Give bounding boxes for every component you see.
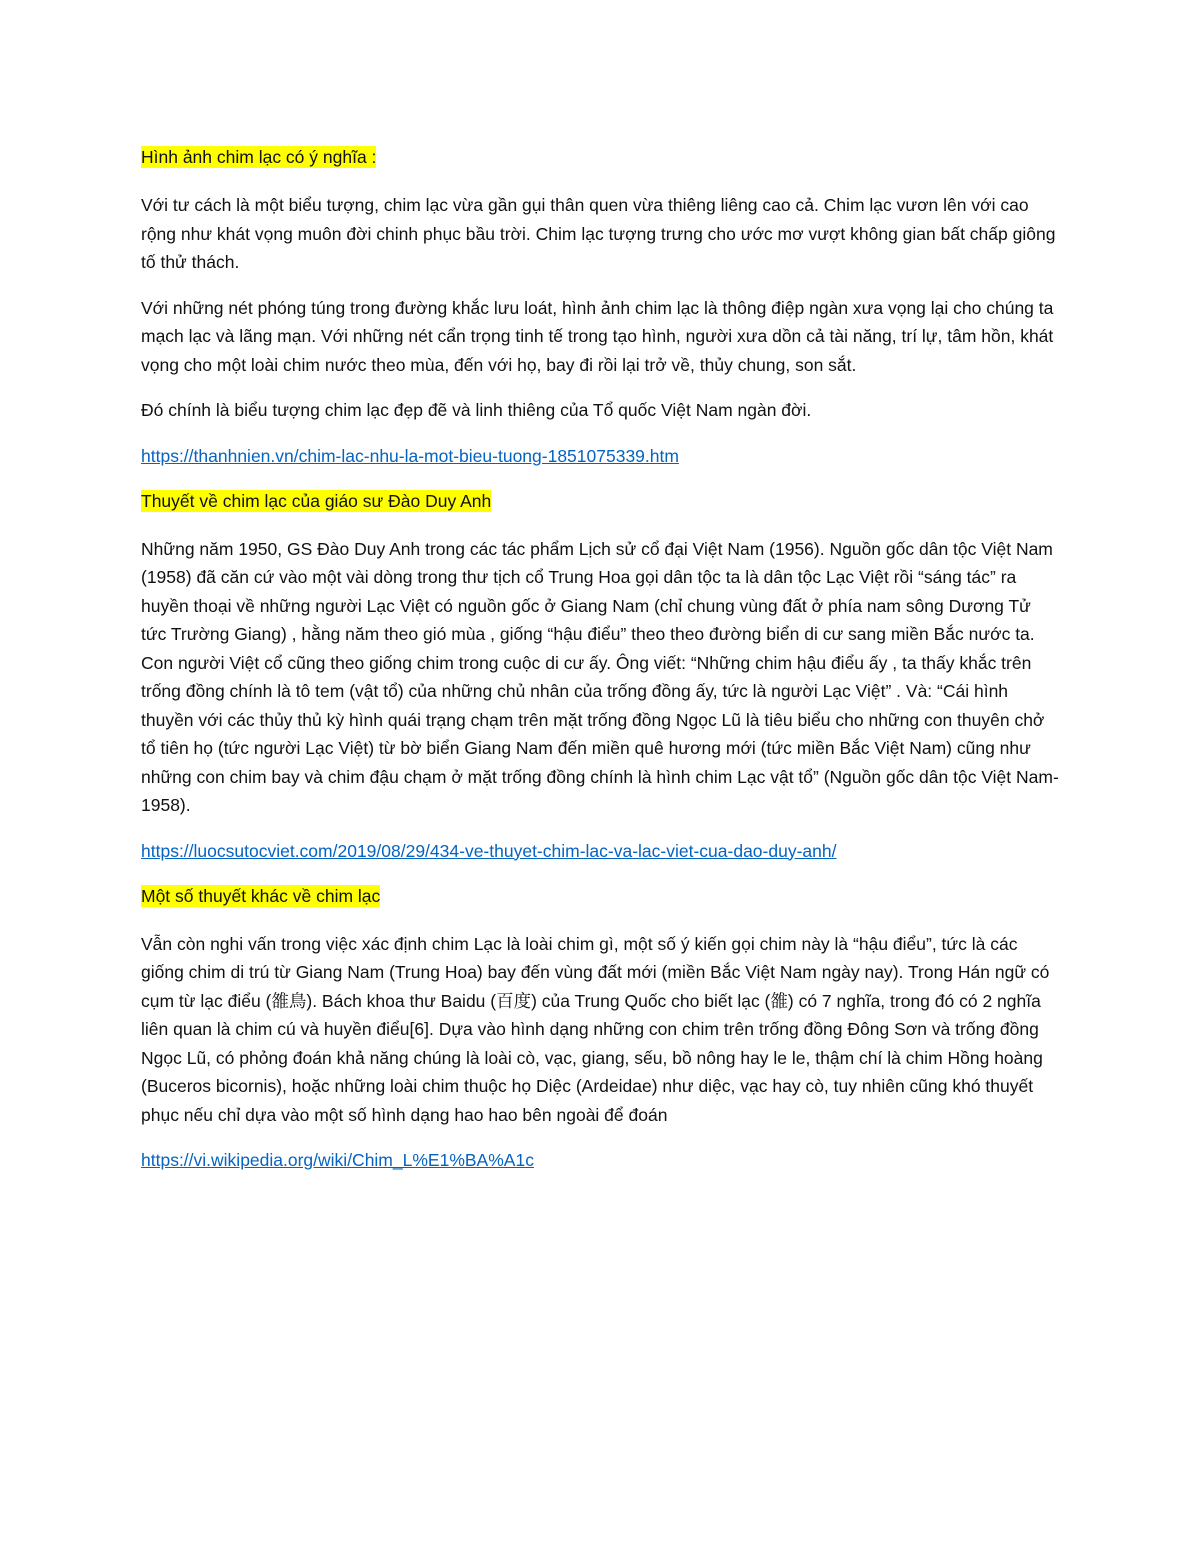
section-other-theories (141, 882, 1061, 1192)
source-link-luocsutocviet[interactable]: https://luocsutocviet.com/2019/08/29/434-ve-thuyet-chim-lac-va-lac-viet-cua-dao-duy-anh/ (141, 840, 837, 861)
section-chim-lac-meaning (141, 143, 1061, 487)
paragraph: Với những nét phóng túng trong đường khắc lưu loát, hình ảnh chim lạc là thông điệp ngàn xưa vọng lại cho chúng ta mạch lạc và lãng mạn. Với những nét cẩn trọng tinh tế trong tạo hình, người xưa dồn cả tài năng, trí lự, tâm hồn, khát vọng cho một loài chim nước theo mùa, đến với họ, bay đi rồi lại trở về, thủy chung, son sắt. (141, 297, 1054, 375)
link-container (141, 442, 1061, 487)
section-dao-duy-anh-theory (141, 487, 1061, 882)
highlighted-heading-text: Hình ảnh chim lạc có ý nghĩa : (141, 147, 377, 167)
paragraph: Vẫn còn nghi vấn trong việc xác định chim Lạc là loài chim gì, một số ý kiến gọi chim này là “hậu điểu”, tức là các giống chim di trú từ Giang Nam (Trung Hoa) bay đến vùng đất mới (miền Bắc Việt Nam ngày nay). Trong Hán ngữ có cụm từ lạc điểu (雒鳥). Bách khoa thư Baidu (百度) của Trung Quốc cho biết lạc (雒) có 7 nghĩa, trong đó có 2 nghĩa liên quan là chim cú và huyền điểu[6]. Dựa vào hình dạng những con chim trên trống đồng Đông Sơn và trống đồng Ngọc Lũ, có phỏng đoán khả năng chúng là loài cò, vạc, giang, sếu, bồ nông hay le le, thậm chí là chim Hồng hoàng (Buceros bicornis), hoặc những loài chim thuộc họ Diệc (Ardeidae) như diệc, vạc hay cò, tuy nhiên cũng khó thuyết phục nếu chỉ dựa vào một số hình dạng hao hao bên ngoài để đoán (141, 933, 1050, 1125)
section-heading (141, 487, 1061, 515)
section-heading (141, 882, 1061, 910)
source-link-thanhnien[interactable]: https://thanhnien.vn/chim-lac-nhu-la-mot-bieu-tuong-1851075339.htm (141, 445, 679, 466)
section-heading (141, 143, 1061, 171)
highlighted-heading-text: Thuyết về chim lạc của giáo sư Đào Duy Anh (141, 490, 492, 511)
source-link-wikipedia[interactable]: https://vi.wikipedia.org/wiki/Chim_L%E1%BA%A1c (141, 1150, 534, 1170)
paragraph: Đó chính là biểu tượng chim lạc đẹp đẽ và linh thiêng của Tổ quốc Việt Nam ngàn đời. (141, 400, 812, 420)
paragraph: Với tư cách là một biểu tượng, chim lạc vừa gần gụi thân quen vừa thiêng liêng cao cả. Chim lạc vươn lên với cao rộng như khát vọng muôn đời chinh phục bầu trời. Chim lạc tượng trưng cho ước mơ vượt không gian bất chấp giông tố thử thách. (141, 195, 1056, 272)
paragraph: Những năm 1950, GS Đào Duy Anh trong các tác phẩm Lịch sử cổ đại Việt Nam (1956). Nguồn gốc dân tộc Việt Nam (1958) đã căn cứ vào một vài dòng trong thư tịch cổ Trung Hoa gọi dân tộc ta là dân tộc Lạc Việt rồi “sáng tác” ra huyền thoại về những người Lạc Việt có nguồn gốc ở Giang Nam (chỉ chung vùng đất ở phía nam sông Dương Tử tức Trường Giang) , hằng năm theo gió mùa , giống “hậu điểu” theo theo đường biển di cư sang miền Bắc nước ta. Con người Việt cổ cũng theo giống chim trong cuộc di cư ấy. Ông viết: “Những chim hậu điểu ấy , ta thấy khắc trên trống đồng chính là tô tem (vật tổ) của những chủ nhân của trống đồng ấy, tức là người Lạc Việt” . Và: “Cái hình thuyền với các thủy thủ kỳ hình quái trạng chạm trên mặt trống đồng Ngọc Lũ là tiêu biểu cho những con thuyên chở tổ tiên họ (tức người Lạc Việt) từ bờ biển Giang Nam đến miền quê hương mới (tức miền Bắc Việt Nam) cũng như những con chim bay và chim đậu chạm ở mặt trống đồng chính là hình chim Lạc vật tổ” (Nguồn gốc dân tộc Việt Nam- 1958). (141, 538, 1059, 815)
link-container (141, 1146, 1061, 1191)
document-body (141, 143, 1061, 1191)
highlighted-heading-text: Một số thuyết khác về chim lạc (141, 885, 381, 906)
link-container (141, 837, 1061, 882)
